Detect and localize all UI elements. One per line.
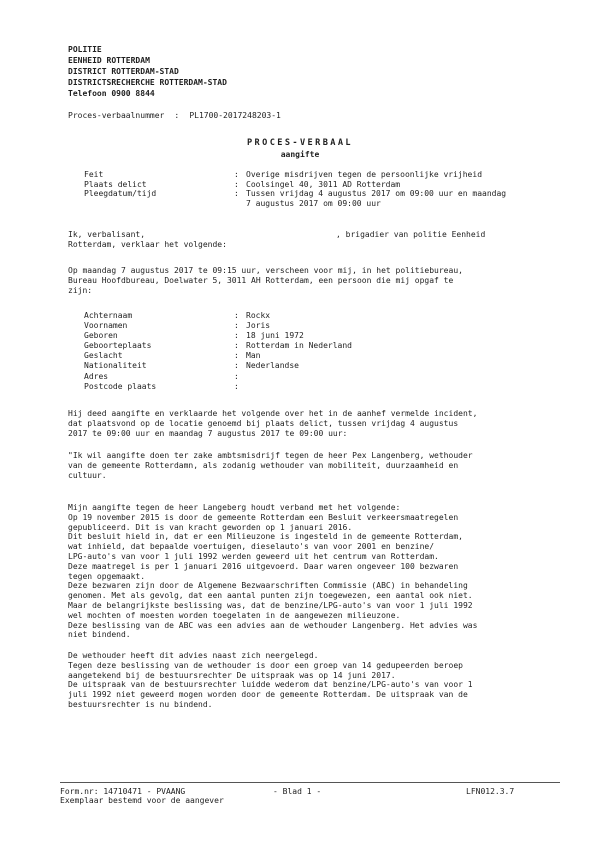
verbalisant-intro-line2: Rotterdam, verklaar het volgende: (68, 240, 227, 249)
proces-verbaalnummer-label: Proces-verbaalnummer (68, 111, 165, 120)
header-line-recherche: DISTRICTSRECHERCHE ROTTERDAM-STAD (68, 78, 227, 87)
fact-label (84, 199, 234, 209)
proces-verbaalnummer-row (68, 111, 281, 121)
personal-label: Geboren (84, 331, 118, 341)
paragraph-line: bestuursrechter is nu bindend. (68, 699, 213, 709)
personal-colon: : (234, 341, 239, 351)
personal-label: Adres (84, 371, 109, 381)
personal-colon: : (234, 361, 239, 371)
paragraph-line: niet bindend. (68, 630, 131, 640)
paragraph-line: "Ik wil aangifte doen ter zake ambtsmisdrijf tegen de heer Pex Langenberg, wethouder (68, 451, 473, 460)
personal-details (84, 311, 352, 392)
fact-label: Pleegdatum/tijd (84, 189, 157, 199)
paragraph-line: Deze maatregel is per 1 januari 2016 uitgevoerd. Daar waren ongeveer 100 bezwaren (68, 561, 459, 571)
appearance-paragraph (68, 266, 463, 295)
personal-colon: : (234, 331, 239, 341)
paragraph-line: cultuur. (68, 470, 107, 480)
header-line-politie: POLITIE (68, 45, 102, 54)
proces-verbaalnummer-value: PL1700-2017248203-1 (189, 111, 281, 120)
paragraph-line: Tegen deze beslissing van de wethouder is door een groep van 14 gedupeerden beroep (68, 660, 463, 670)
final-paragraph (68, 651, 473, 710)
personal-row-adres (84, 372, 352, 382)
paragraph-line: Deze beslissing van de ABC was een advies aan de wethouder Langenberg. Het advies was (68, 620, 478, 630)
fact-label: Plaats delict (84, 179, 147, 189)
paragraph-line: tegen opgemaakt. (68, 571, 146, 581)
paragraph-line: aangetekend bij de bestuursrechter De uitspraak was op 14 juni 2017. (68, 670, 396, 680)
issuer-header (68, 44, 227, 99)
declaration-paragraph (68, 409, 477, 438)
proces-verbaalnummer-separator: : (174, 111, 180, 120)
fact-value: Tussen vrijdag 4 augustus 2017 om 09:00 uur en maandag (246, 189, 507, 199)
incident-facts (84, 170, 506, 208)
fact-value: Coolsingel 40, 3011 AD Rotterdam (246, 179, 401, 189)
personal-row-geboorteplaats (84, 341, 352, 351)
fact-value: 7 augustus 2017 om 09:00 uur (246, 198, 381, 208)
document-title: PROCES-VERBAAL (246, 138, 354, 148)
personal-label: Nationaliteit (84, 361, 147, 371)
statement-body-paragraph (68, 503, 477, 640)
fact-colon: : (234, 189, 239, 199)
personal-label: Geboorteplaats (84, 341, 152, 351)
fact-row-feit (84, 170, 506, 180)
paragraph-line: Bureau Hoofdbureau, Doelwater 5, 3011 AH Rotterdam, een persoon die mij opgaf te (68, 275, 454, 285)
personal-row-achternaam (84, 311, 352, 321)
paragraph-line: genomen. Met als gevolg, dat een aantal punten zijn toegewezen, een aantal ook niet. (68, 591, 473, 601)
header-line-telefoon: Telefoon 0900 8844 (68, 89, 155, 98)
paragraph-line: Mijn aangifte tegen de heer Langeberg houdt verband met het volgende: (68, 503, 401, 512)
paragraph-line: LPG-auto's van voor 1 juli 1992 werden geweerd uit het centrum van Rotterdam. (68, 551, 439, 561)
fact-row-plaats-delict (84, 180, 506, 190)
personal-value: Rotterdam in Nederland (246, 341, 352, 351)
fact-row-pleegdatum-continued (84, 199, 506, 209)
footer-form-number: Form.nr: 14710471 - PVAANG (60, 787, 186, 796)
verbalisant-intro-right: , brigadier van politie Eenheid (336, 230, 486, 239)
paragraph-line: Op 19 november 2015 is door de gemeente Rotterdam een Besluit verkeersmaatregelen (68, 512, 459, 522)
paragraph-line: 2017 te 09:00 uur en maandag 7 augustus 2017 te 09:00 uur: (68, 428, 348, 438)
personal-colon: : (234, 381, 239, 391)
paragraph-line: Maar de belangrijkste beslissing was, dat de benzine/LPG-auto's van voor 1 juli 1992 (68, 600, 473, 610)
paragraph-line: De wethouder heeft dit advies naast zich neergelegd. (68, 651, 319, 660)
personal-row-postcode (84, 382, 352, 392)
header-line-district: DISTRICT ROTTERDAM-STAD (68, 67, 179, 76)
paragraph-line: juli 1992 niet geweerd mogen worden door de gemeente Rotterdam. De uitspraak van de (68, 690, 468, 700)
header-line-eenheid: EENHEID ROTTERDAM (68, 56, 150, 65)
personal-value: Joris (246, 321, 271, 331)
personal-colon: : (234, 321, 239, 331)
personal-value: Man (246, 351, 261, 361)
paragraph-line: De uitspraak van de bestuursrechter luidde wederom dat benzine/LPG-auto's van voor 1 (68, 680, 473, 690)
verbalisant-intro-left: Ik, verbalisant, (68, 230, 146, 239)
fact-label: Feit (84, 170, 104, 179)
footer-form-code: LFN012.3.7 (466, 787, 515, 796)
personal-value: 18 juni 1972 (246, 331, 304, 341)
fact-colon: : (234, 170, 239, 179)
footer-divider (60, 782, 560, 783)
fact-value: Overige misdrijven tegen de persoonlijke vrijheid (246, 170, 483, 179)
document-subtitle: aangifte (280, 150, 320, 159)
fact-colon-blank (234, 199, 246, 209)
paragraph-line: gepubliceerd. Dit is van kracht geworden op 1 januari 2016. (68, 522, 353, 532)
personal-label: Voornamen (84, 321, 128, 331)
paragraph-line: Hij deed aangifte en verklaarde het volgende over het in de aanhef vermelde incident, (68, 409, 478, 418)
fact-colon: : (234, 179, 239, 189)
personal-colon: : (234, 311, 239, 320)
quote-paragraph (68, 451, 473, 480)
personal-value: Rockx (246, 311, 271, 320)
footer-page-number: - Blad 1 - (273, 787, 322, 796)
paragraph-line: Deze bezwaren zijn door de Algemene Bezwaarschriften Commissie (ABC) in behandeling (68, 581, 468, 591)
personal-row-nationaliteit (84, 361, 352, 371)
personal-label: Postcode plaats (84, 381, 157, 391)
personal-colon: : (234, 371, 239, 381)
fact-row-pleegdatum (84, 189, 506, 199)
personal-label: Geslacht (84, 351, 123, 361)
personal-value: Nederlandse (246, 361, 299, 371)
paragraph-line: zijn: (68, 285, 93, 295)
paragraph-line: van de gemeente Rotterdamn, als zodanig wethouder van mobiliteit, duurzaamheid en (68, 460, 459, 470)
footer-copy-note: Exemplaar bestemd voor de aangever (60, 796, 224, 805)
personal-label: Achternaam (84, 311, 133, 320)
paragraph-line: Op maandag 7 augustus 2017 te 09:15 uur, verscheen voor mij, in het politiebureau, (68, 266, 463, 275)
paragraph-line: wel mochten of moesten worden toegelaten in de aangewezen milieuzone. (68, 610, 401, 620)
paragraph-line: wat inhield, dat bepaalde voertuigen, dieselauto's van voor 2001 en benzine/ (68, 542, 435, 552)
personal-row-voornamen (84, 321, 352, 331)
personal-row-geboren (84, 331, 352, 341)
personal-row-geslacht (84, 351, 352, 361)
paragraph-line: dat plaatsvond op de locatie genoemd bij plaats delict, tussen vrijdag 4 augustus (68, 418, 459, 428)
paragraph-line: Dit besluit hield in, dat er een Milieuzone is ingesteld in de gemeente Rotterdam, (68, 532, 463, 542)
personal-colon: : (234, 351, 239, 361)
